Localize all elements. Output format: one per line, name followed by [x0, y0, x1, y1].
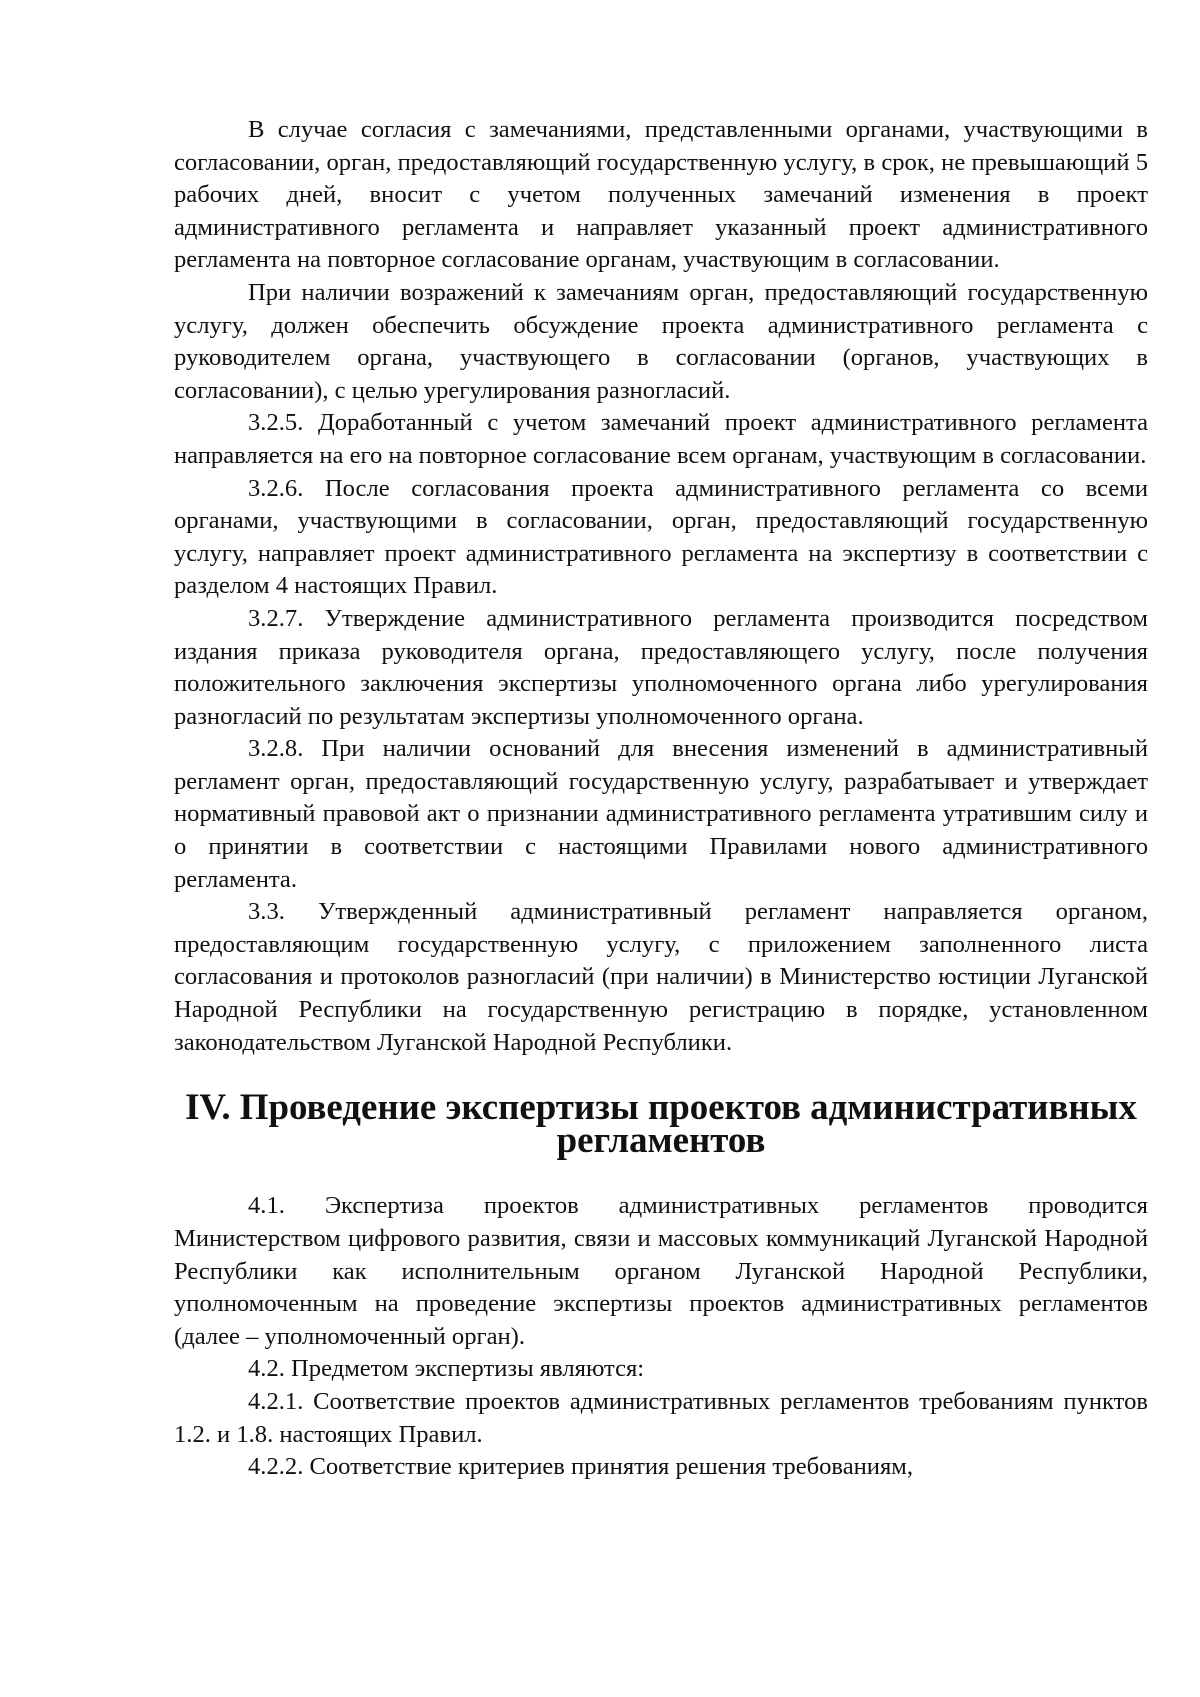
paragraph-3-2-7: 3.2.7. Утверждение административного регламента производится посредством издания приказа руководителя органа, предоставляющего услугу, после получения положительного заключения экспертизы уполномоченного органа либо урегулирования разногласий по результатам экспертизы уполномоченного органа. — [174, 604, 1148, 730]
paragraph-3-2-5: 3.2.5. Доработанный с учетом замечаний проект административного регламента направляется на его на повторное согласование всем органам, участвующим в согласовании. — [174, 409, 1148, 469]
paragraph-3-2-6: 3.2.6. После согласования проекта административного регламента со всеми органами, участвующими в согласовании, орган, предоставляющий государственную услугу, направляет проект административного регламента на экспертизу в соответствии с разделом 4 настоящих Правил. — [174, 474, 1148, 600]
section-heading: IV. Проведение экспертизы проектов административных регламентов — [185, 1086, 1137, 1160]
paragraph-4-2-2: 4.2.2. Соответствие критериев принятия решения требованиям, — [248, 1453, 913, 1481]
paragraph-4-2-1: 4.2.1. Соответствие проектов административных регламентов требованиям пунктов 1.2. и 1.8. настоящих Правил. — [174, 1387, 1148, 1448]
paragraph-3-2-8: 3.2.8. При наличии оснований для внесения изменений в административный регламент орган, предоставляющий государственную услугу, разрабатывает и утверждает нормативный правовой акт о признании административного регламента утратившим силу и о принятии в соответствии с настоящими Правилами нового административного регламента. — [174, 735, 1148, 893]
document-body — [174, 114, 1148, 1484]
paragraph-4-2: 4.2. Предметом экспертизы являются: — [248, 1355, 645, 1383]
paragraph-objections: При наличии возражений к замечаниям орган, предоставляющий государственную услугу, должен обеспечить обсуждение проекта административного регламента с руководителем органа, участвующего в согласовании (органов, участвующих в согласовании), с целью урегулирования разногласий. — [174, 278, 1148, 404]
paragraph-agreement-with-remarks: В случае согласия с замечаниями, представленными органами, участвующими в согласовании, орган, предоставляющий государственную услугу, в срок, не превышающий 5 рабочих дней, вносит с учетом полученных замечаний изменения в проект административного регламента и направляет указанный проект административного регламента на повторное согласование органам, участвующим в согласовании. — [174, 116, 1148, 274]
paragraph-3-3: 3.3. Утвержденный административный регламент направляется органом, предоставляющим государственную услугу, с приложением заполненного листа согласования и протоколов разногласий (при наличии) в Министерство юстиции Луганской Народной Республики на государственную регистрацию в порядке, установленном законодательством Луганской Народной Республики. — [174, 898, 1148, 1056]
paragraph-4-1: 4.1. Экспертиза проектов административных регламентов проводится Министерством цифрового развития, связи и массовых коммуникаций Луганской Народной Республики как исполнительным органом Луганской Народной Республики, уполномоченным на проведение экспертизы проектов административных регламентов (далее – уполномоченный орган). — [174, 1192, 1148, 1350]
